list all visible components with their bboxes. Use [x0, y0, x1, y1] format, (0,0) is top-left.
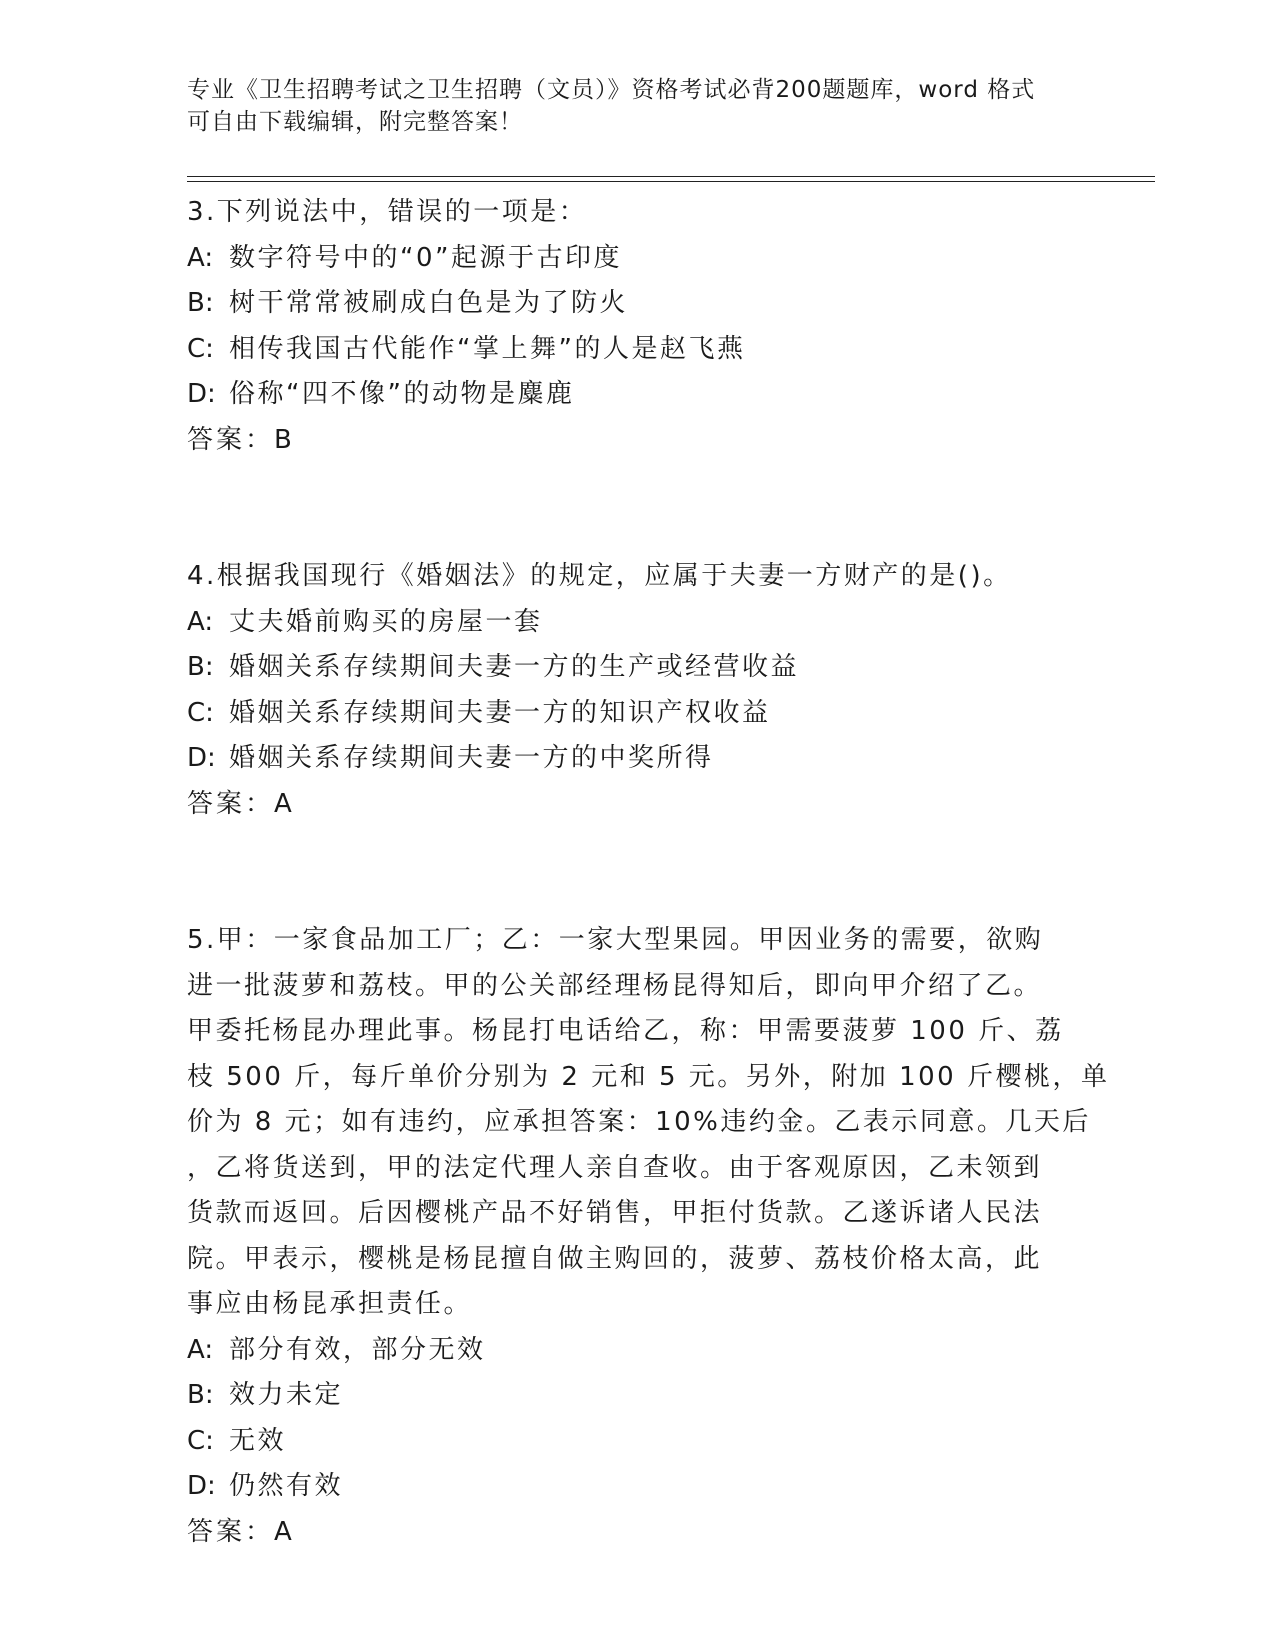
option-text: 无效	[229, 1425, 287, 1456]
answer-line	[187, 782, 1077, 828]
option-d	[187, 1464, 1077, 1510]
option-c	[187, 1419, 1077, 1465]
answer-line	[187, 418, 1077, 464]
option-a	[187, 1328, 1077, 1374]
option-letter: D:	[187, 1471, 216, 1501]
option-letter: C:	[187, 1425, 214, 1456]
option-text: 效力未定	[229, 1380, 344, 1410]
option-text: 仍然有效	[229, 1471, 344, 1501]
question-stem-line: 院。甲表示，樱桃是杨昆擅自做主购回的，菠萝、荔枝价格太高，此	[187, 1243, 1043, 1274]
document-header	[187, 74, 1077, 138]
option-letter: C:	[187, 333, 214, 364]
header-rule-top	[187, 176, 1155, 177]
question-stem-line: 价为 8 元；如有违约，应承担答案：10%违约金。乙表示同意。几天后	[187, 1107, 1091, 1137]
option-text: 俗称“四不像”的动物是麋鹿	[229, 379, 575, 409]
header-line-1: 专业《卫生招聘考试之卫生招聘（文员）》资格考试必背200题题库，word 格式	[187, 77, 1036, 103]
option-text: 数字符号中的“0”起源于古印度	[229, 242, 622, 273]
option-c	[187, 691, 1077, 737]
answer-line	[187, 1510, 1077, 1556]
question-stem-line: 进一批菠萝和荔枝。甲的公关部经理杨昆得知后，即向甲介绍了乙。	[187, 970, 1043, 1001]
option-letter: A:	[187, 606, 214, 637]
option-b	[187, 281, 1077, 327]
question-item	[187, 554, 1077, 827]
answer-value: B	[274, 424, 293, 455]
question-list	[187, 190, 1110, 1555]
option-b	[187, 1373, 1077, 1419]
option-letter: D:	[187, 379, 216, 409]
option-text: 相传我国古代能作“掌上舞”的人是赵飞燕	[229, 333, 746, 364]
option-letter: B:	[187, 1380, 214, 1410]
option-text: 树干常常被刷成白色是为了防火	[229, 288, 629, 318]
option-text: 部分有效，部分无效	[229, 1334, 486, 1365]
option-d	[187, 372, 1077, 418]
option-text: 婚姻关系存续期间夫妻一方的中奖所得	[229, 743, 714, 773]
option-a	[187, 236, 1077, 282]
question-item	[187, 190, 1077, 463]
answer-label: 答案：	[187, 424, 275, 455]
question-stem: 3.下列说法中，错误的一项是：	[187, 197, 588, 227]
option-text: 丈夫婚前购买的房屋一套	[229, 606, 543, 637]
question-stem-line: 5.甲：一家食品加工厂；乙：一家大型果园。甲因业务的需要，欲购	[187, 925, 1044, 955]
option-text: 婚姻关系存续期间夫妻一方的生产或经营收益	[229, 652, 800, 682]
answer-value: A	[274, 1516, 293, 1547]
option-b	[187, 645, 1077, 691]
question-stem-line: 事应由杨昆承担责任。	[187, 1289, 473, 1319]
question-stem-line: 货款而返回。后因樱桃产品不好销售，甲拒付货款。乙遂诉诸人民法	[187, 1198, 1043, 1228]
answer-label: 答案：	[187, 1516, 275, 1547]
option-letter: A:	[187, 242, 214, 273]
answer-label: 答案：	[187, 788, 275, 819]
answer-value: A	[274, 788, 293, 819]
option-letter: D:	[187, 743, 216, 773]
option-letter: C:	[187, 697, 214, 728]
question-spacer	[187, 463, 1077, 554]
question-stem: 4.根据我国现行《婚姻法》的规定，应属于夫妻一方财产的是()。	[187, 561, 1012, 591]
option-letter: B:	[187, 288, 214, 318]
question-stem-line: 甲委托杨昆办理此事。杨昆打电话给乙，称：甲需要菠萝 100 斤、荔	[187, 1016, 1064, 1046]
header-line-2: 可自由下载编辑，附完整答案！	[187, 109, 523, 135]
question-item	[187, 918, 1110, 1555]
question-stem-line: 枝 500 斤，每斤单价分别为 2 元和 5 元。另外，附加 100 斤樱桃，单	[187, 1061, 1110, 1092]
option-letter: B:	[187, 652, 214, 682]
question-stem-line: ，乙将货送到，甲的法定代理人亲自查收。由于客观原因，乙未领到	[187, 1152, 1043, 1183]
header-rule-bottom	[187, 181, 1155, 182]
question-spacer	[187, 827, 1077, 918]
option-c	[187, 327, 1077, 373]
option-a	[187, 600, 1077, 646]
option-letter: A:	[187, 1334, 214, 1365]
option-text: 婚姻关系存续期间夫妻一方的知识产权收益	[229, 697, 771, 728]
option-d	[187, 736, 1077, 782]
